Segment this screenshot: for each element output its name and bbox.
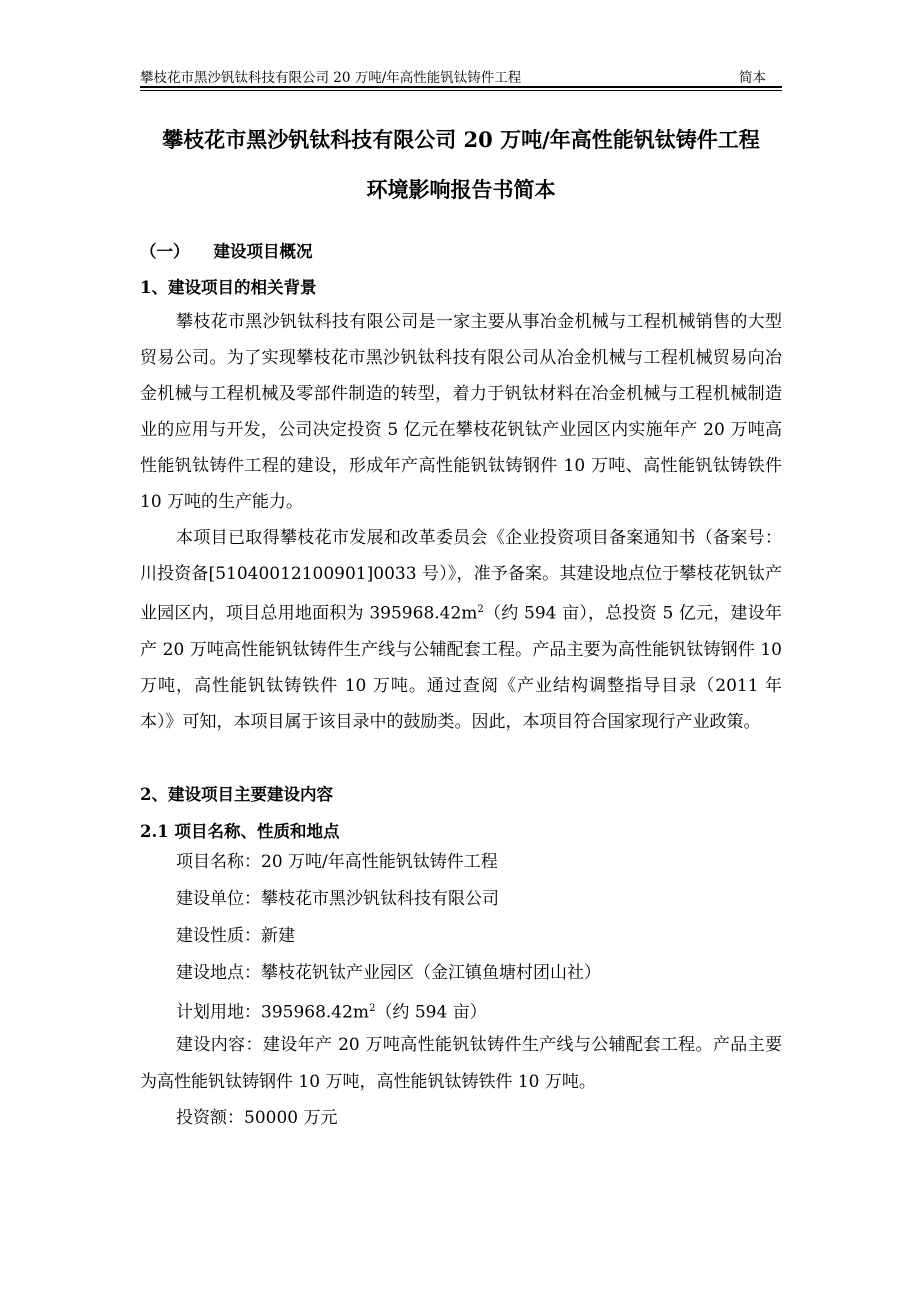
item-construction-location: 建设地点：攀枝花钒钛产业园区（金江镇鱼塘村团山社）	[176, 963, 601, 983]
subsection-heading-background: 1、建设项目的相关背景	[140, 278, 317, 297]
header-title: 攀枝花市黑沙钒钛科技有限公司 20 万吨/年高性能钒钛铸件工程	[140, 70, 522, 86]
paragraph-approval	[140, 520, 782, 740]
document-subtitle: 环境影响报告书简本	[366, 177, 556, 202]
superscript: 2	[477, 604, 484, 615]
running-header	[140, 64, 782, 86]
section-number: （一）	[140, 242, 190, 261]
paragraph-approval-part2: （约 594 亩），总投资 5 亿元，建设年产 20 万吨高性能钒钛铸件生产线与公辅配套工程。产品主要为高性能钒钛铸钢件 10 万吨，高性能钒钛铸铁件 10 万吨。通过查阅《产业结构调整指导目录（2011 年本）》可知，本项目属于该目录中的鼓励类。因此，本项目符合国家现行产业政策。	[140, 603, 782, 732]
section-heading	[140, 238, 313, 262]
superscript: 2	[369, 1003, 376, 1014]
item-project-name: 项目名称：20 万吨/年高性能钒钛铸件工程	[176, 852, 498, 872]
item-construction-nature: 建设性质：新建	[176, 926, 295, 946]
header-label: 简本	[739, 70, 766, 86]
subsection-heading-content: 2、建设项目主要建设内容	[140, 785, 333, 804]
paragraph-background: 攀枝花市黑沙钒钛科技有限公司是一家主要从事冶金机械与工程机械销售的大型贸易公司。为了实现攀枝花市黑沙钒钛科技有限公司从冶金机械与工程机械贸易向冶金机械与工程机械及零部件制造的转型，着力于钒钛材料在冶金机械与工程机械制造业的应用与开发，公司决定投资 5 亿元在攀枝花钒钛产业园区内实施年产 20 万吨高性能钒钛铸件工程的建设，形成年产高性能钒钛铸钢件 10 万吨、高性能钒钛铸铁件 10 万吨的生产能力。	[140, 312, 782, 512]
item-construction-unit: 建设单位：攀枝花市黑沙钒钛科技有限公司	[176, 889, 499, 909]
item-construction-content: 建设内容：建设年产 20 万吨高性能钒钛铸件生产线与公辅配套工程。产品主要为高性能钒钛铸钢件 10 万吨，高性能钒钛铸铁件 10 万吨。	[140, 1035, 782, 1092]
document-title: 攀枝花市黑沙钒钛科技有限公司 20 万吨/年高性能钒钛铸件工程	[162, 127, 760, 152]
item-planned-land	[176, 997, 487, 1025]
item-investment: 投资额：50000 万元	[176, 1108, 338, 1128]
header-rule-thick	[140, 86, 782, 88]
header-rule-thin	[140, 90, 782, 91]
subsubsection-heading: 2.1 项目名称、性质和地点	[140, 822, 340, 841]
planned-land-mu: （约 594 亩）	[375, 1002, 487, 1023]
planned-land-value: 计划用地：395968.42m	[176, 1002, 370, 1023]
paragraph-approval-part1: 本项目已取得攀枝花市发展和改革委员会《企业投资项目备案通知书（备案号：川投资备[51040012100901]0033 号）》，准予备案。其建设地点位于攀枝花钒钛产业园区内，项目总用地面积为 395968.42m	[140, 528, 782, 624]
section-label: 建设项目概况	[213, 242, 313, 261]
